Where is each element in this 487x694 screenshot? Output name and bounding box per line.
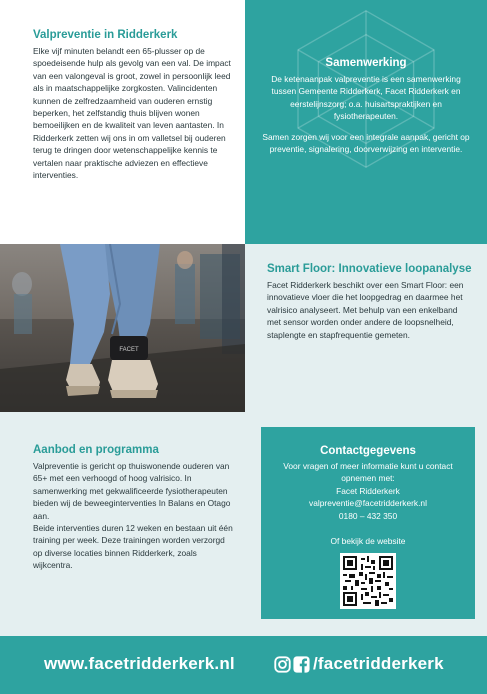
contact-intro: Voor vragen of meer informatie kunt u contact opnemen met: — [283, 461, 453, 484]
footer-bar — [0, 636, 487, 694]
contact-box — [261, 427, 475, 619]
social-handle[interactable]: /facetridderkerk — [313, 654, 444, 673]
contact-title: Contactgegevens — [320, 445, 416, 457]
samenwerking-title: Samenwerking — [325, 57, 407, 69]
social-links — [274, 654, 444, 674]
samenwerking-section — [245, 0, 487, 244]
contact-email-link[interactable]: valpreventie@facetridderkerk.nl — [309, 498, 427, 509]
aanbod-title: Aanbod en programma — [33, 444, 159, 456]
aanbod-text-1: Valpreventie is gericht op thuiswonende ouderen van 65+ met een verhoogd of hoog valrisico. In samenwerking met gekwalificeerde fysiotherapeuten bieden wij de beweeginterventies In Balans en Otago aan. — [33, 461, 231, 521]
aanbod-text-2: Beide interventies duren 12 weken en bestaan uit één training per week. Deze trainingen worden verzorgd op diverse locaties binnen Ridderkerk, zoals wijkcentra. — [33, 523, 233, 571]
website-link[interactable]: www.facetridderkerk.nl — [44, 654, 235, 673]
valpreventie-text: Elke vijf minuten belandt een 65-plusser op de spoedeisende hulp als gevolg van een val. De impact van een valongeval is groot, zowel in persoonlijk leed als in maatschappelijke zorgkosten. Valincidenten kunnen de zelfredzaamheid van ouderen ernstig beperken, het zelfstandig thuis blijven wonen bemoeilijken en de kwaliteit van leven aantasten. In Ridderkerk zetten wij ons in om valletsel bij ouderen terug te dringen door wetenschappelijke kennis te vertalen naar praktische adviezen en effectieve interventies. — [33, 46, 231, 181]
contact-org: Facet Ridderkerk — [336, 485, 400, 496]
qr-code-icon[interactable] — [340, 553, 396, 609]
website-label: Of bekijk de website — [330, 536, 406, 547]
valpreventie-section — [0, 0, 245, 244]
contact-section — [245, 412, 487, 636]
instagram-icon[interactable] — [274, 656, 291, 673]
smartfloor-title: Smart Floor: Innovatieve loopanalyse — [267, 263, 472, 275]
photo-illustration — [0, 244, 245, 412]
smartfloor-section — [245, 244, 487, 412]
facebook-icon[interactable] — [293, 656, 310, 673]
ankle-band-label: FACET — [119, 347, 139, 353]
valpreventie-title: Valpreventie in Ridderkerk — [33, 29, 178, 41]
walking-legs-photo — [0, 244, 245, 412]
smartfloor-text: Facet Ridderkerk beschikt over een Smart Floor: een innovatieve vloer die het loopgedrag en daarmee het valrisico analyseert. Met behulp van een enkelband met sensor worden onder andere de loopsnelheid, staplengte en stapfrequentie gemeten. — [267, 280, 464, 340]
contact-phone[interactable]: 0180 – 432 350 — [338, 510, 398, 521]
samenwerking-text-2: Samen zorgen wij voor een integrale aanpak, gericht op preventie, signalering, doorverwijzing en interventie. — [262, 131, 470, 155]
samenwerking-text-1: De ketenaanpak valpreventie is een samenwerking tussen Gemeente Ridderkerk, Facet Ridderkerk en eerstelijnszorg; o.a. huisartspraktijken en fysiotherapeuten. — [271, 74, 461, 122]
aanbod-section — [0, 412, 245, 636]
